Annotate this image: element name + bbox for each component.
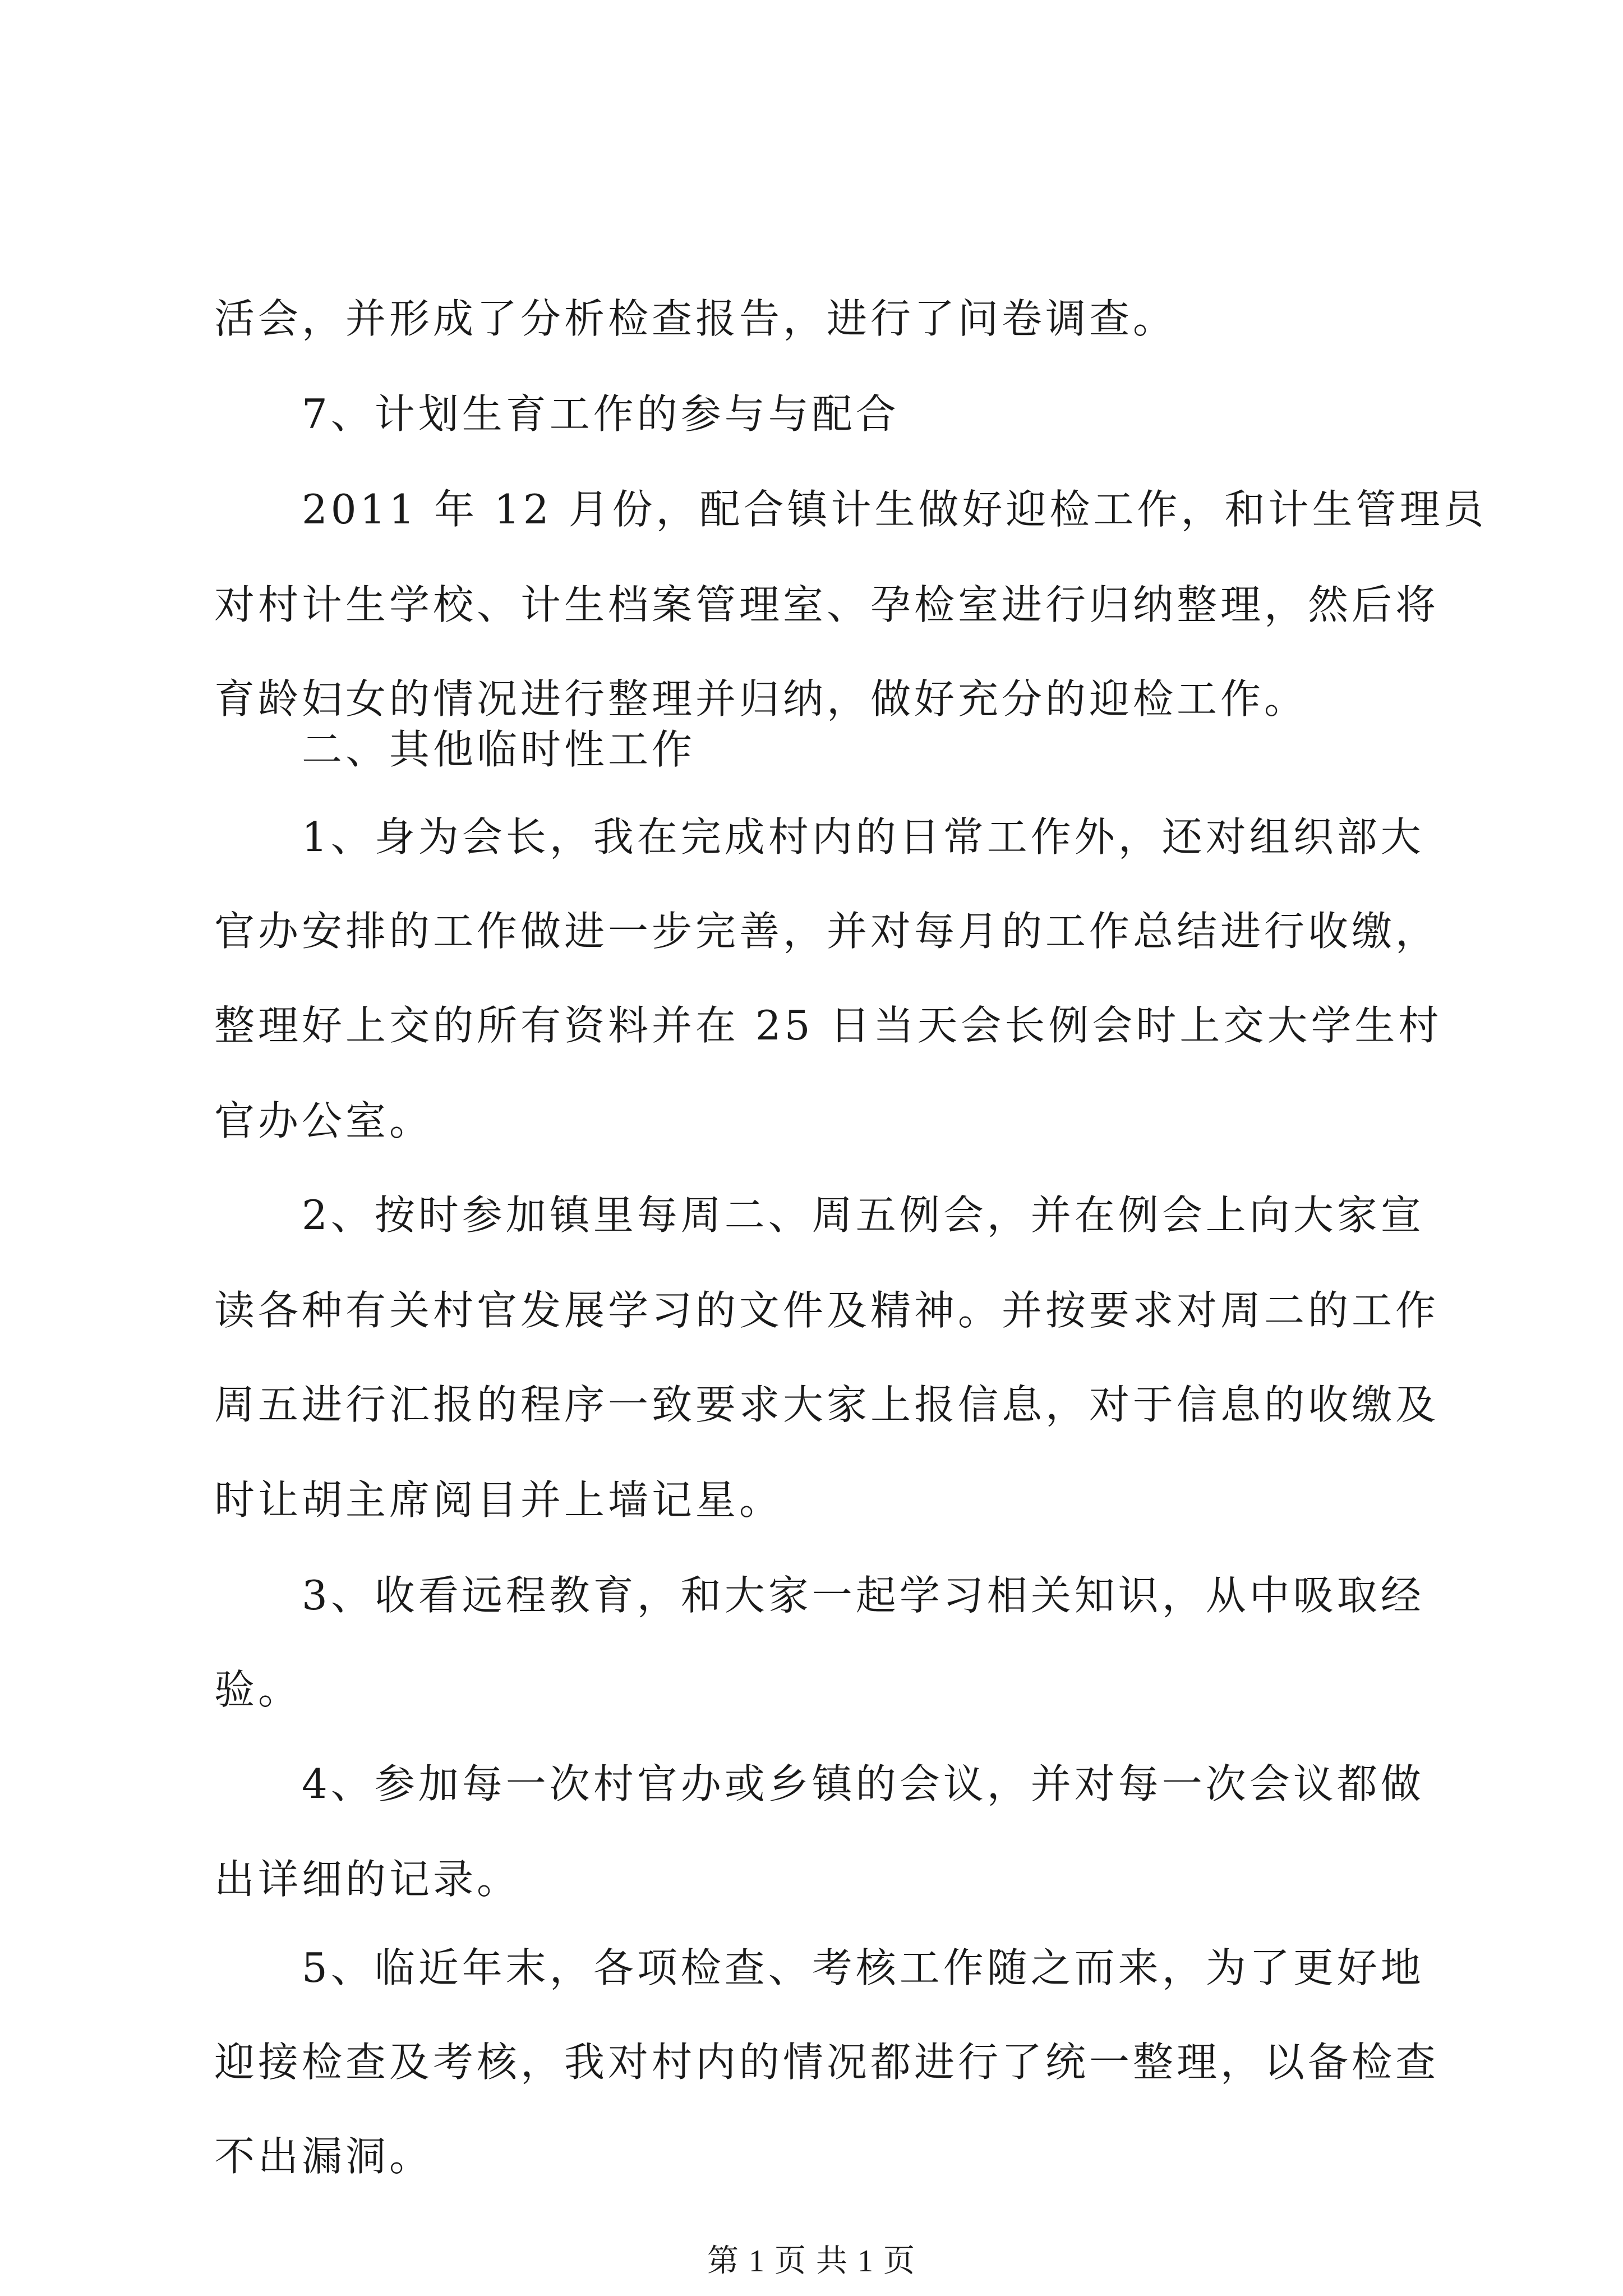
text-line: 活会，并形成了分析检查报告，进行了问卷调查。 [214, 295, 1177, 342]
text-line: 2011 年 12 月份，配合镇计生做好迎检工作，和计生管理员 [302, 486, 1487, 533]
text-line: 不出漏洞。 [214, 2133, 434, 2180]
text-line: 2、按时参加镇里每周二、周五例会，并在例会上向大家宣 [302, 1191, 1424, 1239]
text-line: 对村计生学校、计生档案管理室、孕检室进行归纳整理，然后将 [214, 581, 1440, 628]
text-line: 官办公室。 [214, 1097, 434, 1144]
text-line: 验。 [214, 1666, 302, 1713]
section-heading: 7、计划生育工作的参与与配合 [302, 390, 900, 438]
text-line: 出详细的记录。 [214, 1856, 521, 1903]
text-line: 4、参加每一次村官办或乡镇的会议，并对每一次会议都做 [302, 1760, 1424, 1807]
text-line: 周五进行汇报的程序一致要求大家上报信息，对于信息的收缴及 [214, 1381, 1440, 1428]
text-line: 5、临近年末，各项检查、考核工作随之而来，为了更好地 [302, 1944, 1424, 1991]
text-line: 1、身为会长，我在完成村内的日常工作外，还对组织部大 [302, 813, 1424, 861]
text-line: 整理好上交的所有资料并在 25 日当天会长例会时上交大学生村 [214, 1002, 1442, 1049]
section-heading: 二、其他临时性工作 [302, 726, 696, 773]
text-line: 3、收看远程教育，和大家一起学习相关知识，从中吸取经 [302, 1572, 1424, 1619]
text-line: 读各种有关村官发展学习的文件及精神。并按要求对周二的工作 [214, 1287, 1440, 1334]
text-line: 官办安排的工作做进一步完善，并对每月的工作总结进行收缴， [214, 908, 1440, 955]
text-line: 迎接检查及考核，我对村内的情况都进行了统一整理，以备检查 [214, 2039, 1440, 2086]
text-line: 育龄妇女的情况进行整理并归纳，做好充分的迎检工作。 [214, 675, 1308, 723]
text-line: 时让胡主席阅目并上墙记星。 [214, 1476, 783, 1524]
page-footer: 第 1 页 共 1 页 [707, 2244, 916, 2279]
